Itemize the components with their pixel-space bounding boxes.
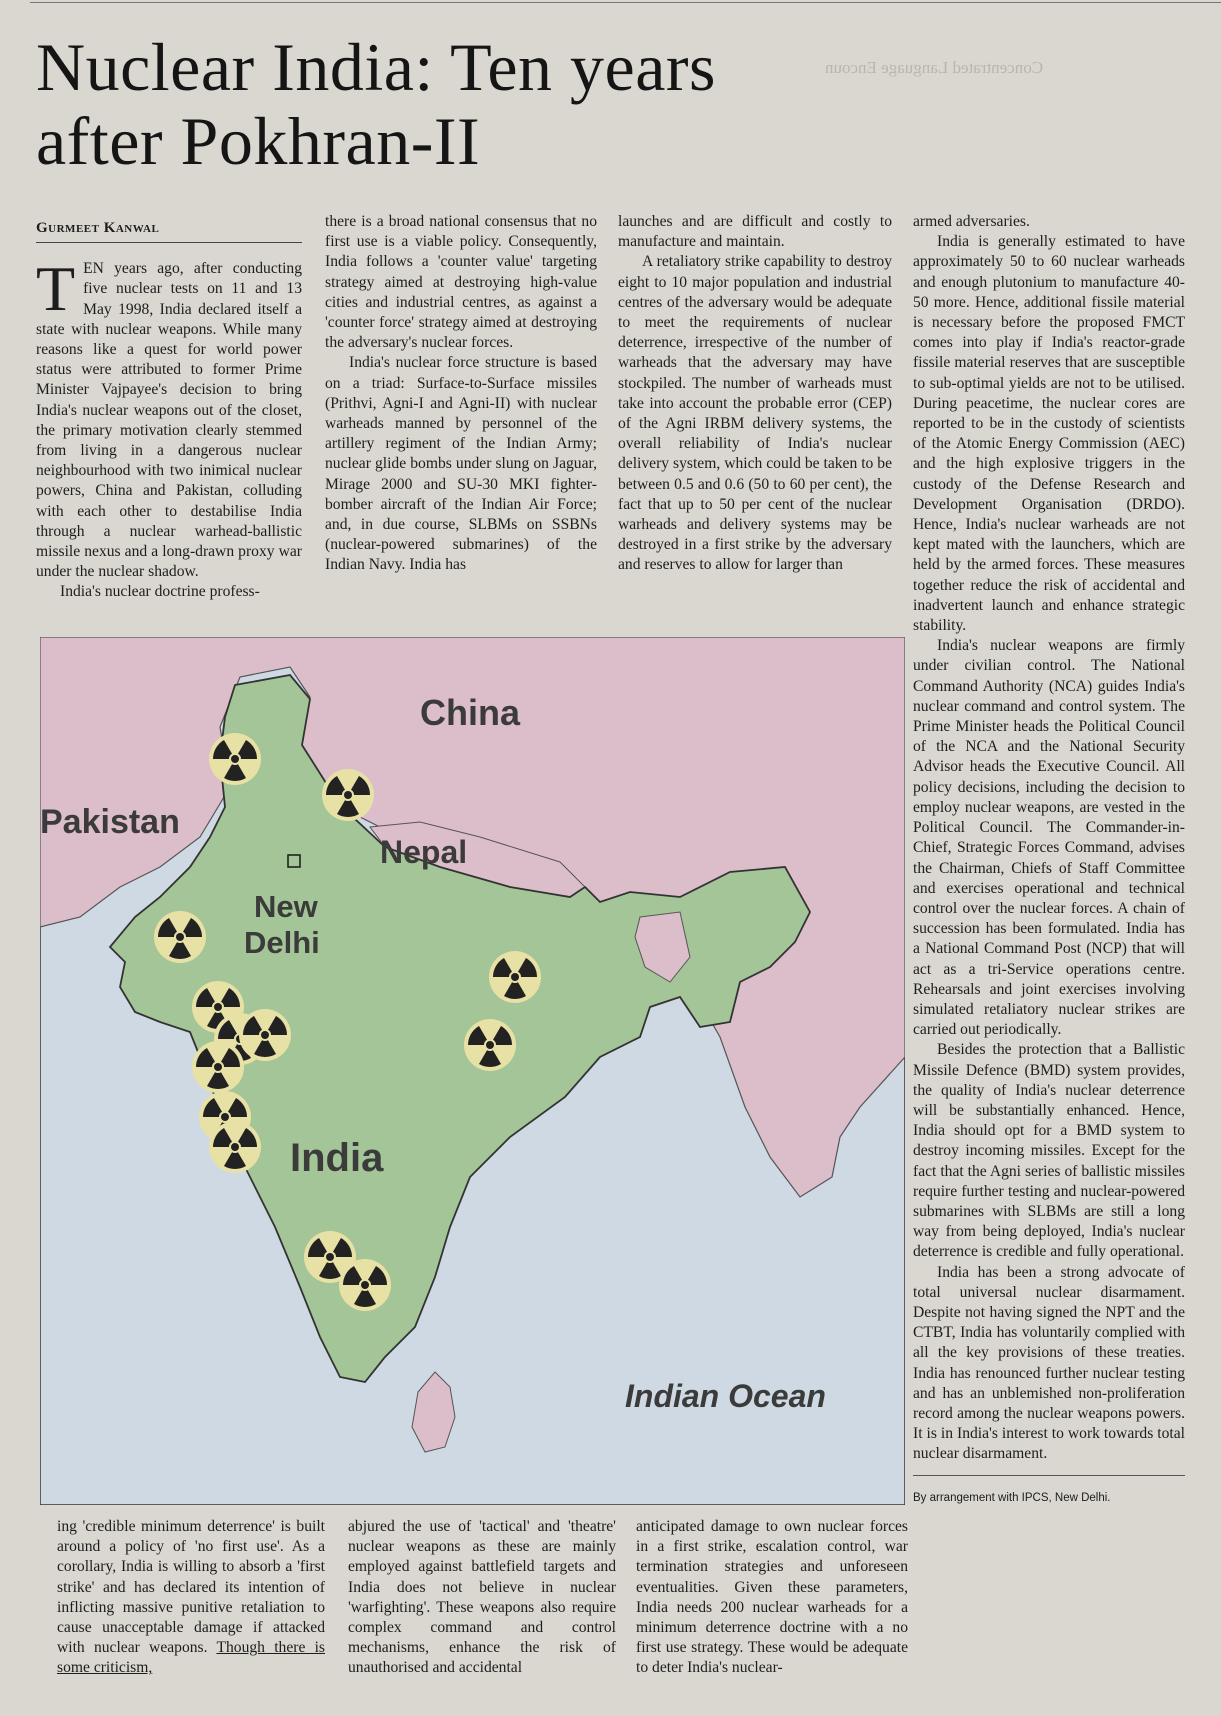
col1-paragraph-1-text: EN years ago, after conducting five nuclear tests on 11 and 13 May 1998, India declared itself a state with nuclear weapons. While many reasons like a quest for world power status were attributed to former Prime Minister Vajpayee's decision to bring India's nuclear weapons out of the closet, the primary motivation clearly stemmed from living in a dangerous nuclear neighbourhood with two inimical nuclear powers, China and Pakistan, colluding with each other to destabilise India through a nuclear warhead-ballistic missile nexus and a long-drawn proxy war under the nuclear shadow. <box>36 260 302 581</box>
col4-paragraph-1: armed adversaries. <box>913 213 1030 230</box>
col1-paragraph-2: India's nuclear doctrine profess- <box>60 583 260 601</box>
col2-paragraph-2: India's nuclear force structure is based on a triad: Surface-to-Surface missiles (Prithvi, Agni-I and Agni-II) with nuclear warheads manned by personnel of the artillery regiment of the Indian Army; nuclear glide bombs under slung on Jaguar, Mirage 2000 and SU-30 MKI fighter-bomber aircraft of the Indian Air Force; and, in due course, SLBMs on SSBNs (nuclear-powered submarines) of the Indian Navy. India has <box>325 354 597 574</box>
drop-cap: T <box>36 253 76 325</box>
radiation-trefoil-icon <box>209 1121 261 1173</box>
col4-paragraph-2: India is generally estimated to have approximately 50 to 60 nuclear warheads and enough plutonium to manufacture 40-50 more. Hence, additional fissile material is necessary before the proposed FMCT comes into play if India's reactor-grade fissile material reserves that are susceptible to sub-optimal yields are not to be utilised. During peacetime, the nuclear cores are reported to be in the custody of scientists of the Atomic Energy Commission (AEC) and the high explosive triggers in the custody of the Defense Research and Development Organisation (DRDO). Hence, India's nuclear warheads are not kept mated with the launchers, which are held by the armed forces. These measures together reduce the risk of accidental and inadvertent launch and enhance strategic stability. <box>913 233 1185 635</box>
b3-paragraph: anticipated damage to own nuclear forces in a first strike, escalation control, war termination strategies and unforeseen eventualities. Given these parameters, India needs 200 nuclear warheads for a minimum deterrence doctrine with a no first use strategy. These would be adequate to deter India's nuclear- <box>636 1518 908 1677</box>
radiation-trefoil-icon <box>464 1019 516 1071</box>
bleed-through-text: Concentrated Language Encoun <box>825 58 1044 77</box>
byline: Gurmeet Kanwal <box>36 218 302 243</box>
radiation-trefoil-icon <box>192 1041 244 1093</box>
col4-paragraph-3: India's nuclear weapons are firmly under civilian control. The National Command Authority (NCA) guides India's nuclear command and control system. The Prime Minister heads the Political Council of the NCA and the National Security Advisor heads the Executive Council. All policy decisions, including the decision to employ nuclear weapons, are vested in the Political Council. The Commander-in-Chief, Strategic Forces Command, advises the Chairman, Chiefs of Staff Committee and exercises operational and technical control over the nuclear forces. A chain of succession has been formulated. India has a National Command Post (NCP) that will act as a tri-Service operations centre. Rehearsals and joint exercises involving simulated retaliatory nuclear strikes are carried out periodically. <box>913 637 1185 1039</box>
label-china: China <box>420 692 521 733</box>
headline <box>36 30 856 178</box>
column-1 <box>36 218 302 603</box>
col3-paragraph-2: A retaliatory strike capability to destroy eight to 10 major population and industrial centres of the adversary would be adequate to meet the requirements of nuclear deterrence, irrespective of the number of warheads that the adversary may have stockpiled. The number of warheads must take into account the probable error (CEP) of the Agni IRBM delivery systems, the overall reliability of India's nuclear delivery system, which could be taken to be between 0.5 and 0.6 (50 to 60 per cent), the fact that up to 50 per cent of the nuclear warheads and delivery systems may be destroyed in a first strike by the adversary and reserves to allow for larger than <box>618 253 892 574</box>
col1-paragraph-1 <box>36 253 302 582</box>
headline-line-1: Nuclear India: Ten years <box>36 29 717 105</box>
credit-line: By arrangement with IPCS, New Delhi. <box>913 1475 1185 1508</box>
col4-paragraph-4: Besides the protection that a Ballistic Missile Defence (BMD) system provides, the quality of India's nuclear deterrence will be substantially enhanced. Hence, India should opt for a BMD system to destroy incoming missiles. Except for the fact that the Agni series of ballistic missiles require further testing and nuclear-powered submarines with SLBMs are still a long way from being deployed, India's nuclear deterrence is credible and fully operational. <box>913 1041 1185 1261</box>
label-nepal: Nepal <box>380 834 468 870</box>
radiation-trefoil-icon <box>239 1009 291 1061</box>
label-indian-ocean: Indian Ocean <box>625 1378 826 1414</box>
column-2 <box>325 212 597 576</box>
label-pakistan: Pakistan <box>40 803 180 841</box>
b1-end: Though there is some criticism, <box>57 1639 325 1677</box>
radiation-trefoil-icon <box>322 769 374 821</box>
map-figure <box>40 637 905 1505</box>
india-nuclear-map <box>40 637 905 1505</box>
column-3 <box>618 212 892 576</box>
bottom-column-2 <box>348 1517 616 1679</box>
radiation-trefoil-icon <box>154 911 206 963</box>
col3-paragraph-1: launches and are difficult and costly to manufacture and maintain. <box>618 213 892 251</box>
bottom-column-1 <box>57 1517 325 1679</box>
top-rule <box>30 2 1221 3</box>
b1-text: ing 'credible minimum deterrence' is built around a policy of 'no first use'. As a corollary, India is willing to absorb a 'first strike' and has declared its intention of inflicting massive punitive retaliation to cause unacceptable damage if attacked with nuclear weapons. <box>57 1518 325 1657</box>
col2-paragraph-1: there is a broad national consensus that no first use is a viable policy. Consequently, India follows a 'counter value' targeting strategy aimed at destroying high-value cities and industrial centres, as against a 'counter force' strategy aimed at destroying the adversary's nuclear forces. <box>325 213 597 352</box>
column-4 <box>913 212 1185 1642</box>
b1-paragraph <box>57 1517 325 1679</box>
headline-line-2: after Pokhran-II <box>36 103 481 179</box>
col4-paragraph-5: India has been a strong advocate of total universal nuclear disarmament. Despite not having signed the NPT and the CTBT, India has voluntarily complied with all the key provisions of these treaties. India has renounced further nuclear testing and has an unblemished non-proliferation record among the nuclear weapons powers. It is in India's interest to work towards total nuclear disarmament. <box>913 1263 1185 1463</box>
radiation-trefoil-icon <box>209 733 261 785</box>
bottom-column-3 <box>636 1517 908 1679</box>
b2-paragraph: abjured the use of 'tactical' and 'theatre' nuclear weapons as these are mainly employed against battlefield targets and India does not believe in nuclear 'warfighting'. These weapons also require complex command and control mechanisms, enhance the risk of unauthorised and accidental <box>348 1518 616 1677</box>
radiation-trefoil-icon <box>489 951 541 1003</box>
label-new: New <box>254 889 318 924</box>
radiation-trefoil-icon <box>339 1259 391 1311</box>
label-india: India <box>290 1136 384 1180</box>
label-delhi: Delhi <box>244 925 320 960</box>
